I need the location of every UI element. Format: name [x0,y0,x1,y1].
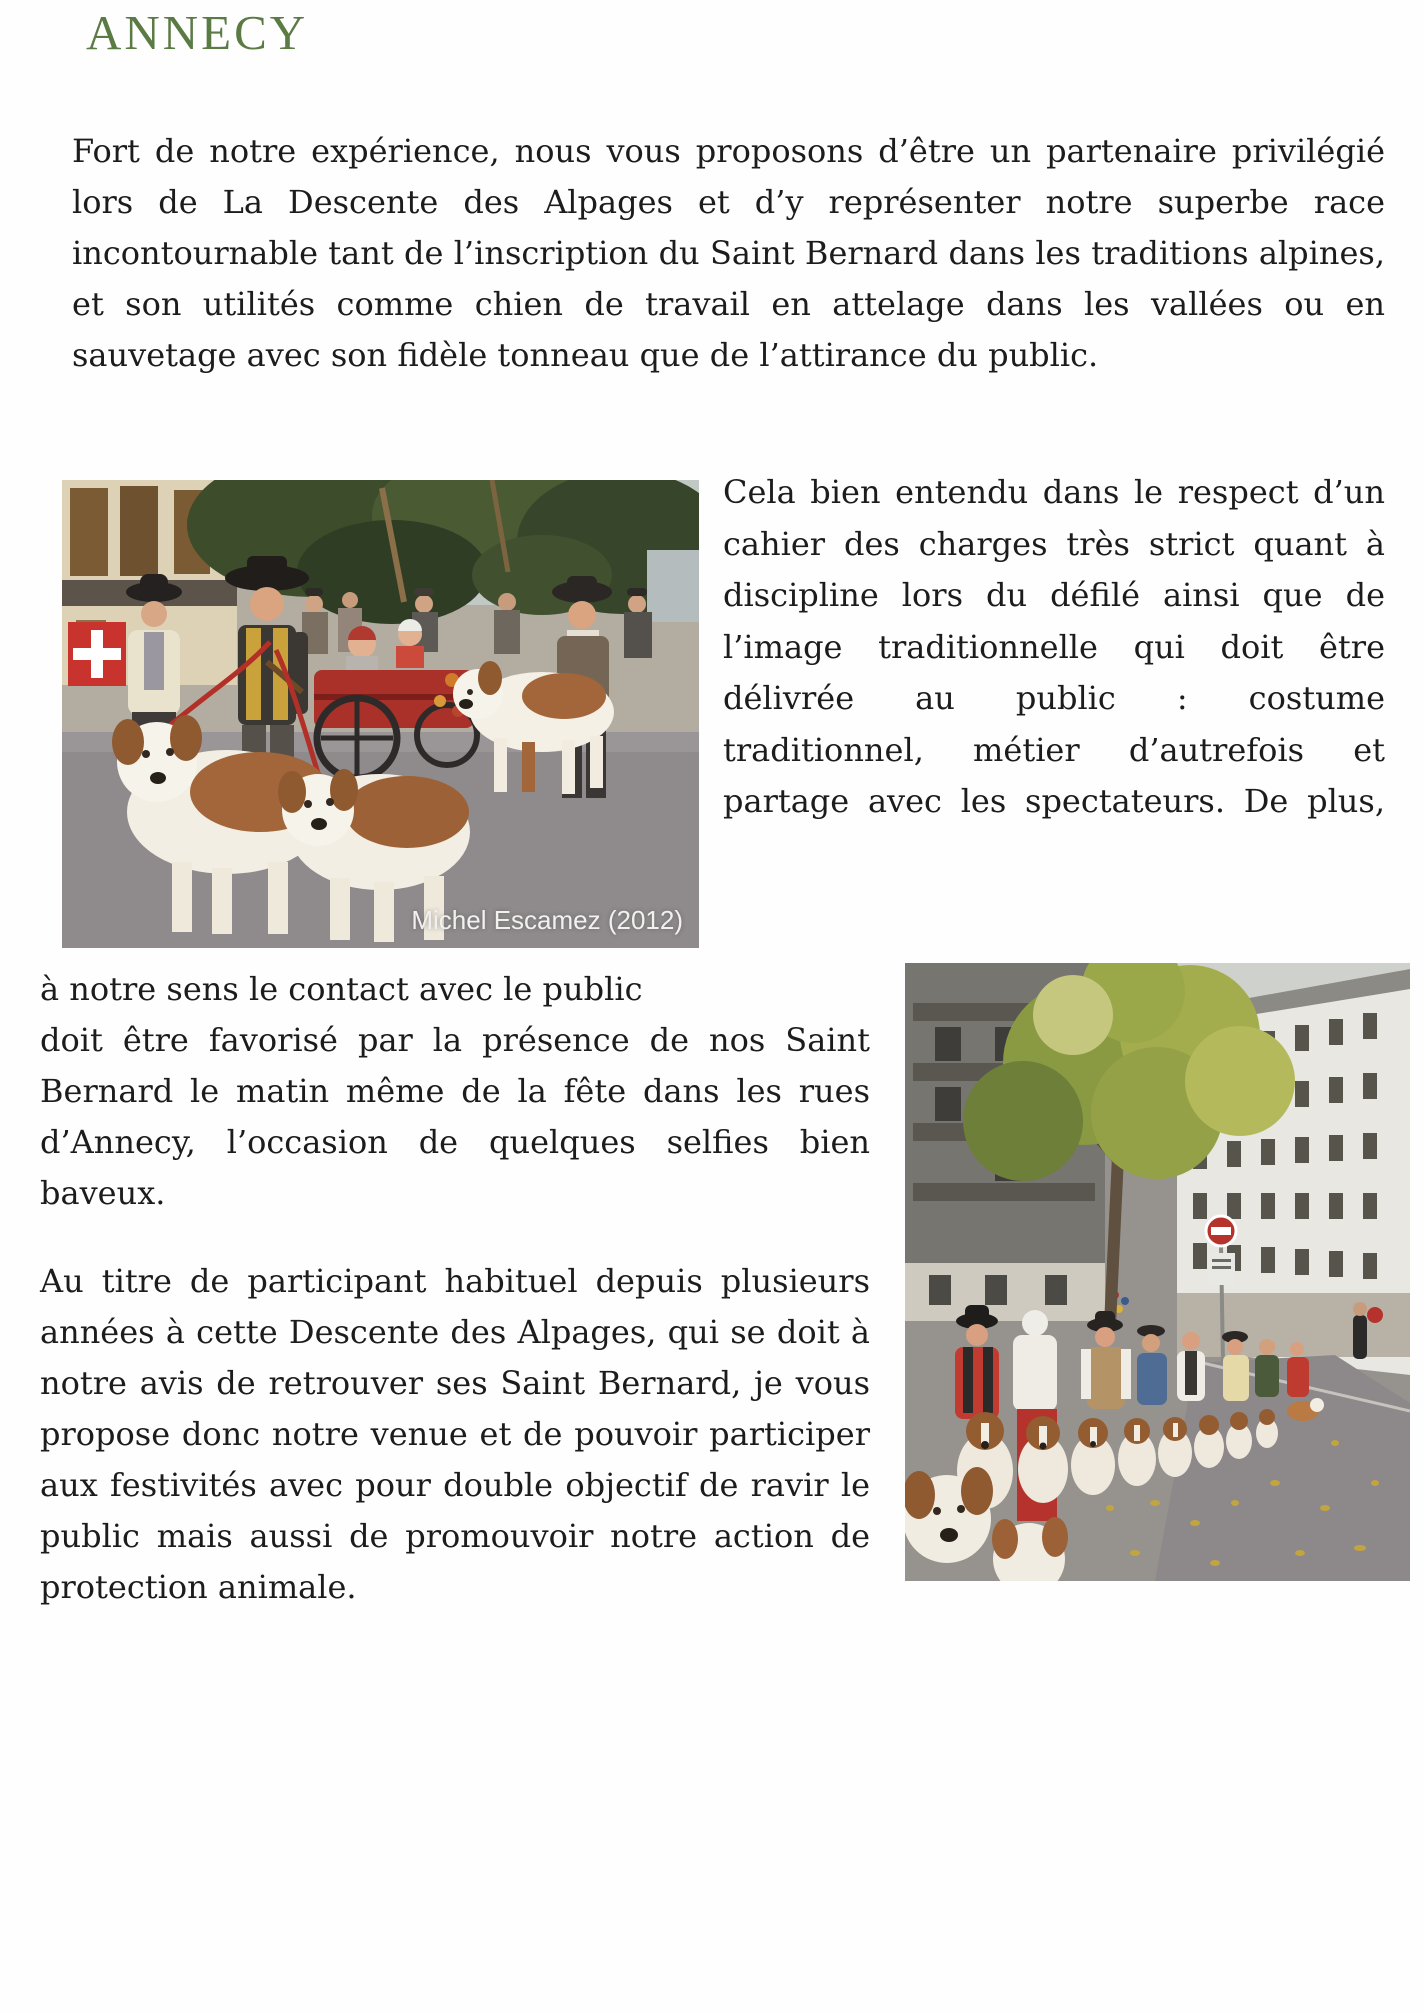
building-glimpse [647,550,699,622]
paragraph-line: à notre sens le contact avec le public [40,970,643,1008]
photo-credit: Michel Escamez (2012) [411,905,683,935]
respect-paragraph: Cela bien entendu dans le respect d’un cahier des charges très strict quant à discipline lors du défilé ainsi que de l’image traditionnelle qui doit être délivrée au public : costume traditionnel, métier d’autrefois et partage avec les spectateurs. De plus, [723,473,1385,820]
street-photo-illustration [905,963,1410,1581]
paragraph-line: doit être favorisé par la présence de nos Saint Bernard le matin même de la fête dans les rues d’Annecy, l’occasion de quelques selfies bien baveux. [40,1021,870,1212]
participation-paragraph: Au titre de participant habituel depuis plusieurs années à cette Descente des Alpages, qui se doit à notre avis de retrouver ses Saint Bernard, je vous propose donc notre venue et de pouvoir participer aux festivités avec pour double objectif de ravir le public mais aussi de promouvoir notre action de protection animale. [40,1262,870,1606]
intro-paragraph: Fort de notre expérience, nous vous proposons d’être un partenaire privilégié lors de La Descente des Alpages et d’y représenter notre superbe race incontournable tant de l’inscription du Saint Bernard dans les traditions alpines, et son utilités comme chien de travail en attelage dans les vallées ou en sauvetage avec son fidèle tonneau que de l’attirance du public. [72,132,1385,374]
contact-paragraph [40,964,870,1219]
street-photo [905,963,1410,1581]
swiss-flag [68,622,126,686]
page-title: ANNECY [86,5,309,60]
lower-text-column [40,964,870,1613]
parade-photo-illustration [62,480,699,948]
parade-photo [62,480,699,948]
